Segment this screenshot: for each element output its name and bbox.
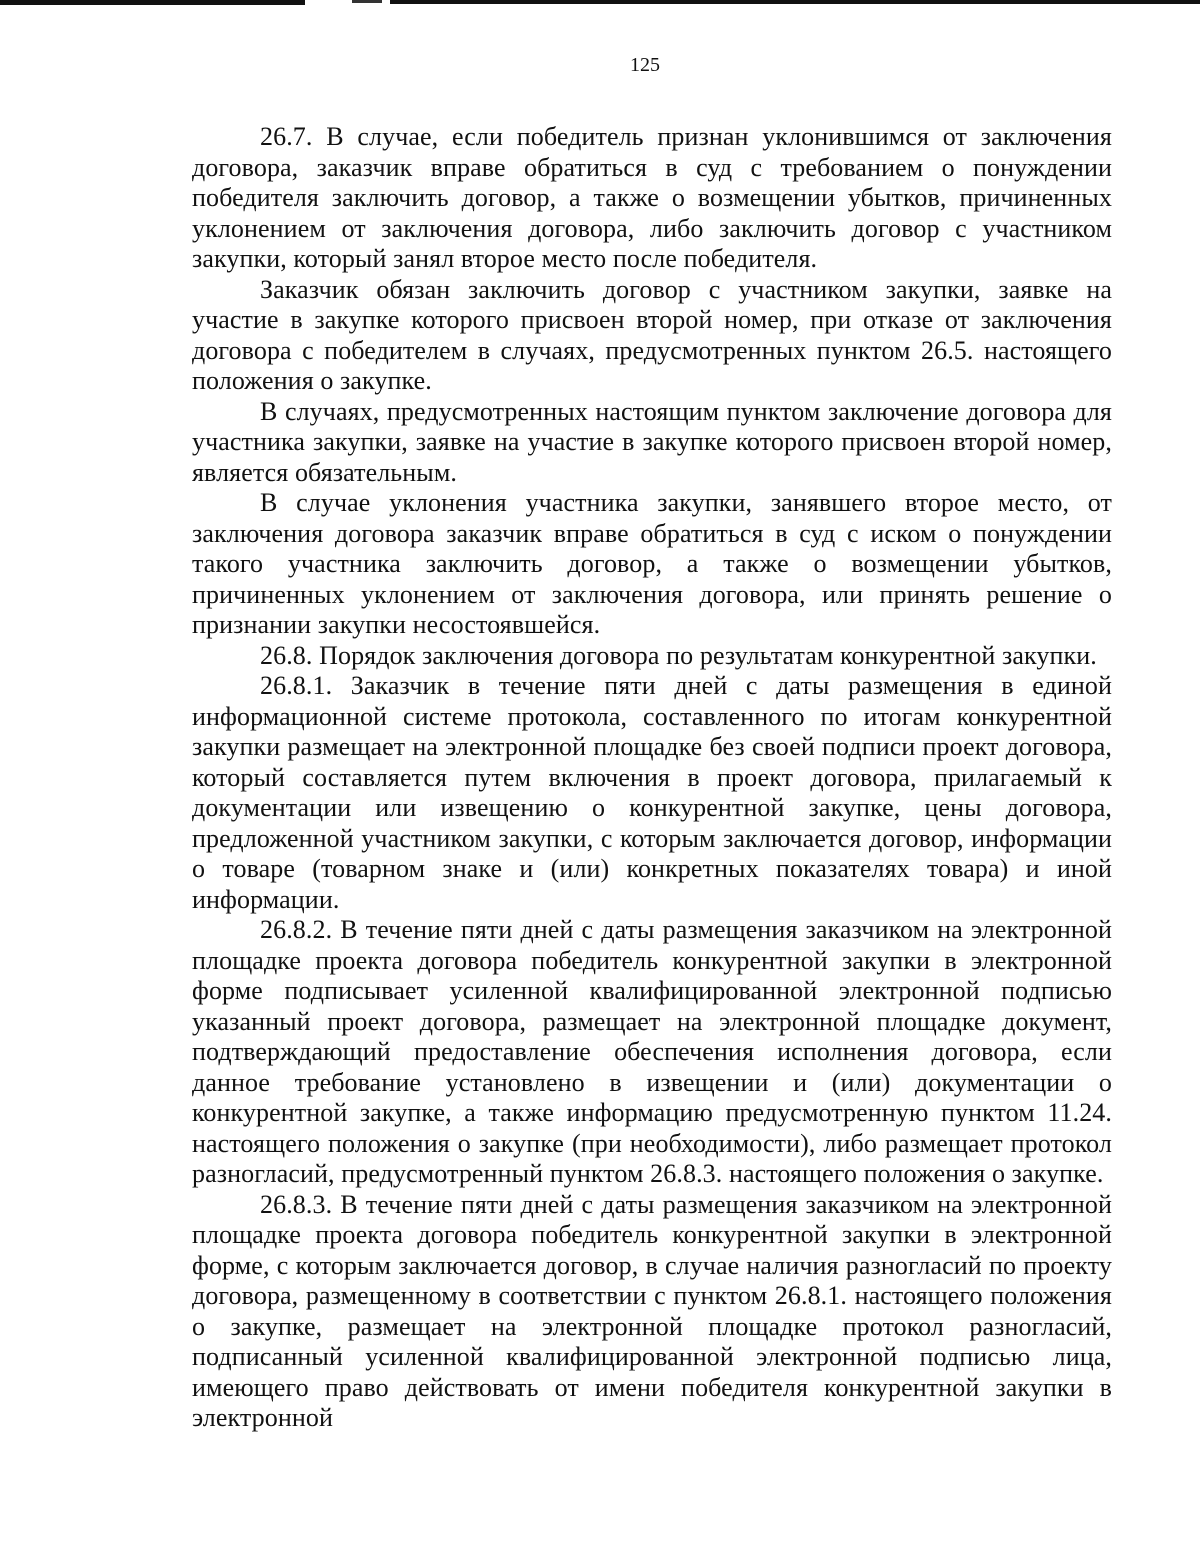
paragraph-26-8-3: 26.8.3. В течение пяти дней с даты размещения заказчиком на электронной площадке проекта договора победитель конкурентной закупки в электронной форме, с которым заключается договор, в случае наличия разногласий по проекту договора, размещенному в соответствии с пунктом 26.8.1. настоящего положения о закупке, размещает на электронной площадке протокол разногласий, подписанный усиленной квалифицированной электронной подписью лица, имеющего право действовать от имени победителя конкурентной закупки в электронной (192, 1189, 1112, 1432)
paragraph-evasion: В случае уклонения участника закупки, занявшего второе место, от заключения договора заказчик вправе обратиться в суд с иском о понуждении такого участника заключить договор, а также о возмещении убытков, причиненных уклонением от заключения договора, или принять решение о признании закупки несостоявшейся. (192, 488, 1112, 639)
paragraph-26-8: 26.8. Порядок заключения договора по результатам конкурентной закупки. (260, 640, 1097, 670)
paragraph-26-8-2: 26.8.2. В течение пяти дней с даты размещения заказчиком на электронной площадке проекта договора победитель конкурентной закупки в электронной форме подписывает усиленной квалифицированной электронной подписью указанный проект договора, размещает на электронной площадке документ, подтверждающий предоставление обеспечения исполнения договора, если данное требование установлено в извещении и (или) документации о конкурентной закупке, а также информацию предусмотренную пунктом 11.24. настоящего положения о закупке (при необходимости), либо размещает протокол разногласий, предусмотренный пунктом 26.8.3. настоящего положения о закупке. (192, 915, 1112, 1188)
paragraph-26-7: 26.7. В случае, если победитель признан уклонившимся от заключения договора, заказчик вправе обратиться в суд с требованием о понуждении победителя заключить договор, а также о возмещении убытков, причиненных уклонением от заключения договора, либо заключить договор с участником закупки, который занял второе место после победителя. (192, 122, 1112, 273)
page-number: 125 (630, 54, 660, 76)
scan-edge-mark (352, 0, 382, 3)
scan-edge-mark (0, 0, 305, 5)
scan-edge-mark (390, 0, 1200, 4)
paragraph-mandatory: В случаях, предусмотренных настоящим пунктом заключение договора для участника закупки, заявке на участие в закупке которого присвоен второй номер, является обязательным. (192, 396, 1112, 487)
document-body (192, 122, 1112, 1434)
paragraph-obligation: Заказчик обязан заключить договор с участником закупки, заявке на участие в закупке которого присвоен второй номер, при отказе от заключения договора с победителем в случаях, предусмотренных пунктом 26.5. настоящего положения о закупке. (192, 274, 1112, 395)
paragraph-26-8-1: 26.8.1. Заказчик в течение пяти дней с даты размещения в единой информационной системе протокола, составленного по итогам конкурентной закупки размещает на электронной площадке без своей подписи проект договора, который составляется путем включения в проект договора, прилагаемый к документации или извещению о конкурентной закупке, цены договора, предложенной участником закупки, с которым заключается договор, информации о товаре (товарном знаке и (или) конкретных показателях товара) и иной информации. (192, 671, 1112, 914)
